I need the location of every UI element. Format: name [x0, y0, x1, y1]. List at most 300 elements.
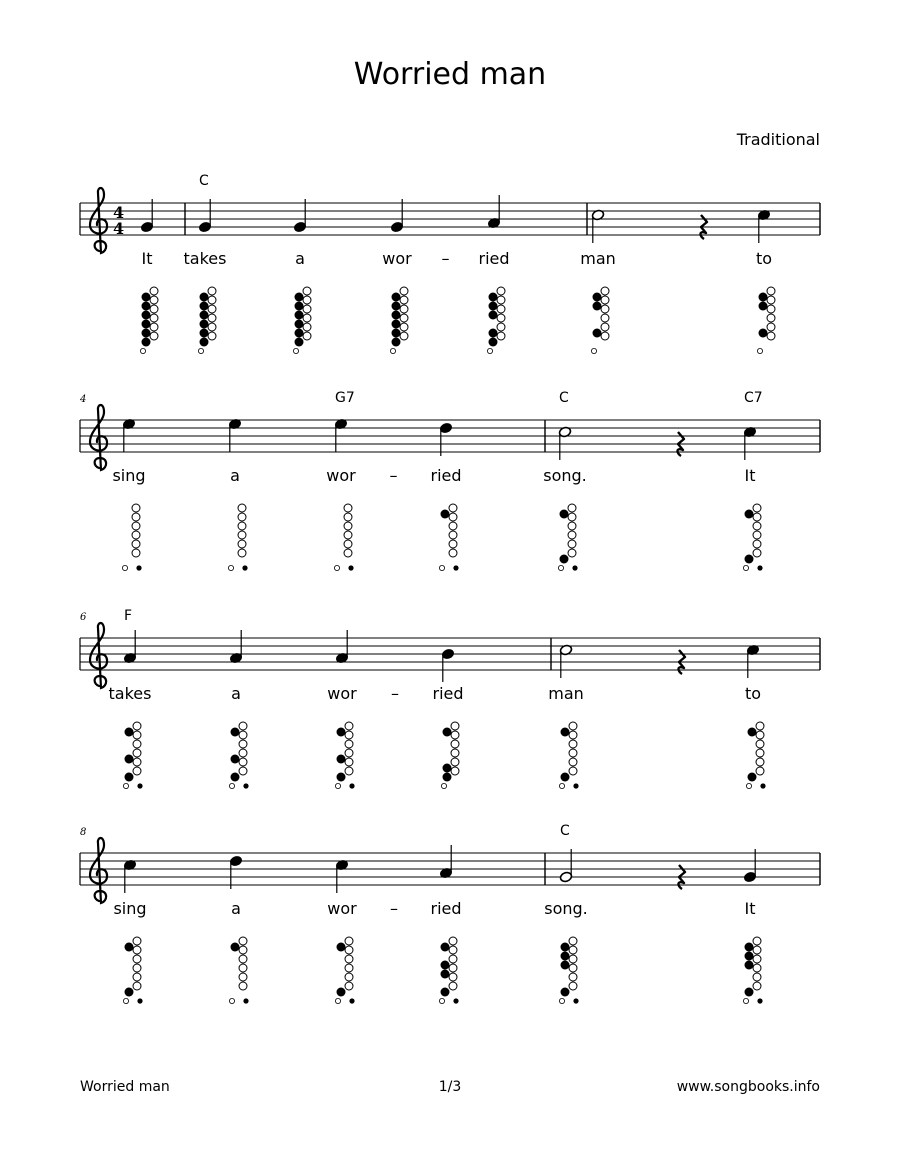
chord-symbol: C — [560, 823, 570, 839]
recorder-hole-open — [569, 946, 577, 954]
recorder-hole-open — [449, 973, 457, 981]
recorder-hole-open — [449, 549, 457, 557]
lyric-syllable: to — [744, 684, 762, 703]
lyric-syllable: song. — [543, 466, 587, 485]
recorder-fingering-chart — [746, 722, 765, 789]
recorder-hole-open — [449, 531, 457, 539]
recorder-hole-open — [150, 305, 158, 313]
time-signature-top: 4 — [113, 203, 125, 222]
recorder-double-hole-closed — [572, 565, 577, 570]
footer-website: www.songbooks.info — [676, 1079, 820, 1095]
recorder-hole-open — [753, 513, 761, 521]
recorder-hole-open — [133, 731, 141, 739]
footer-title: Worried man — [80, 1079, 170, 1095]
recorder-fingering-chart — [228, 504, 247, 571]
recorder-hole-closed — [441, 970, 450, 979]
recorder-hole-open — [303, 314, 311, 322]
recorder-hole-open — [208, 332, 216, 340]
recorder-hole-open — [767, 296, 775, 304]
recorder-hole-closed — [231, 728, 240, 737]
recorder-fingering-chart — [441, 722, 459, 789]
recorder-hole-closed — [392, 302, 401, 311]
recorder-hole-closed — [593, 329, 602, 338]
recorder-hole-open — [449, 964, 457, 972]
recorder-hole-closed — [560, 555, 569, 564]
treble-clef-icon — [90, 623, 107, 688]
recorder-hole-open — [569, 937, 577, 945]
recorder-double-hole-closed — [573, 783, 578, 788]
recorder-hole-open — [449, 937, 457, 945]
recorder-hole-open — [133, 955, 141, 963]
recorder-hole-open — [753, 531, 761, 539]
recorder-fingering-chart — [198, 287, 216, 354]
recorder-hole-open — [345, 749, 353, 757]
recorder-hole-open — [345, 973, 353, 981]
recorder-hole-open — [345, 946, 353, 954]
recorder-fingering-chart — [558, 504, 577, 571]
recorder-fingering-chart — [123, 722, 142, 789]
recorder-hole-open — [569, 758, 577, 766]
recorder-hole-closed — [337, 773, 346, 782]
recorder-hole-closed — [489, 302, 498, 311]
recorder-hole-open — [756, 749, 764, 757]
recorder-hole-closed — [759, 329, 768, 338]
recorder-thumb-open — [140, 348, 145, 353]
recorder-hole-closed — [745, 961, 754, 970]
recorder-double-hole-closed — [348, 565, 353, 570]
recorder-hole-open — [344, 522, 352, 530]
lyric-syllable: ried — [430, 899, 462, 918]
recorder-hole-open — [303, 296, 311, 304]
recorder-hole-open — [451, 731, 459, 739]
recorder-hole-open — [208, 305, 216, 313]
treble-clef-icon — [90, 405, 107, 470]
lyric-syllable: a — [231, 899, 241, 918]
recorder-hole-open — [133, 722, 141, 730]
recorder-hole-closed — [142, 311, 151, 320]
lyric-syllable: wor — [382, 249, 412, 268]
recorder-hole-closed — [561, 961, 570, 970]
recorder-hole-closed — [295, 329, 304, 338]
recorder-hole-closed — [745, 510, 754, 519]
recorder-hole-open — [239, 740, 247, 748]
recorder-hole-closed — [200, 329, 209, 338]
recorder-thumb-open — [335, 783, 340, 788]
recorder-hole-open — [568, 513, 576, 521]
lyric-syllable: man — [548, 684, 584, 703]
recorder-hole-open — [132, 513, 140, 521]
chord-symbol: G7 — [335, 390, 355, 406]
recorder-double-hole-closed — [573, 998, 578, 1003]
recorder-hole-open — [756, 758, 764, 766]
recorder-thumb-open — [229, 998, 234, 1003]
recorder-hole-closed — [561, 988, 570, 997]
recorder-hole-open — [133, 937, 141, 945]
recorder-hole-open — [150, 296, 158, 304]
recorder-hole-open — [756, 767, 764, 775]
recorder-hole-open — [569, 767, 577, 775]
recorder-hole-open — [303, 323, 311, 331]
recorder-thumb-open — [439, 565, 444, 570]
recorder-hole-closed — [200, 320, 209, 329]
recorder-hole-open — [239, 946, 247, 954]
recorder-thumb-open — [229, 783, 234, 788]
recorder-hole-open — [132, 522, 140, 530]
recorder-hole-open — [497, 296, 505, 304]
recorder-hole-closed — [443, 764, 452, 773]
recorder-thumb-open — [123, 998, 128, 1003]
recorder-thumb-open — [122, 565, 127, 570]
recorder-hole-open — [150, 314, 158, 322]
recorder-hole-open — [753, 540, 761, 548]
recorder-hole-open — [753, 973, 761, 981]
recorder-hole-closed — [745, 988, 754, 997]
lyric-hyphen: – — [390, 899, 398, 918]
recorder-hole-open — [449, 982, 457, 990]
recorder-hole-closed — [489, 338, 498, 347]
time-signature-bottom: 4 — [113, 219, 125, 238]
recorder-fingering-chart — [743, 937, 762, 1004]
recorder-hole-open — [449, 504, 457, 512]
recorder-double-hole-closed — [453, 998, 458, 1003]
recorder-hole-closed — [441, 988, 450, 997]
music-system — [80, 173, 820, 354]
recorder-hole-closed — [200, 311, 209, 320]
recorder-hole-open — [133, 982, 141, 990]
recorder-hole-open — [344, 504, 352, 512]
lyric-syllable: It — [744, 899, 756, 918]
song-title: Worried man — [353, 57, 547, 92]
recorder-hole-open — [303, 287, 311, 295]
recorder-hole-open — [569, 973, 577, 981]
recorder-hole-open — [756, 722, 764, 730]
recorder-hole-open — [497, 305, 505, 313]
recorder-hole-open — [767, 323, 775, 331]
recorder-hole-open — [451, 740, 459, 748]
lyric-syllable: to — [755, 249, 773, 268]
recorder-hole-closed — [142, 338, 151, 347]
recorder-hole-closed — [142, 302, 151, 311]
recorder-hole-open — [133, 767, 141, 775]
recorder-hole-closed — [295, 293, 304, 302]
recorder-hole-open — [449, 540, 457, 548]
recorder-hole-open — [132, 504, 140, 512]
lyric-syllable: It — [744, 466, 756, 485]
recorder-hole-closed — [295, 302, 304, 311]
recorder-hole-open — [239, 955, 247, 963]
recorder-hole-open — [756, 731, 764, 739]
recorder-fingering-chart — [390, 287, 408, 354]
recorder-hole-open — [133, 740, 141, 748]
recorder-hole-open — [753, 964, 761, 972]
recorder-hole-closed — [441, 510, 450, 519]
recorder-fingering-chart — [757, 287, 775, 354]
lyric-syllable: wor — [327, 899, 357, 918]
recorder-hole-open — [208, 296, 216, 304]
lyric-syllable: a — [230, 466, 240, 485]
chord-symbol: C — [199, 173, 209, 189]
recorder-hole-open — [133, 964, 141, 972]
lyric-syllable: takes — [183, 249, 227, 268]
recorder-thumb-open — [228, 565, 233, 570]
recorder-hole-closed — [200, 338, 209, 347]
recorder-hole-open — [208, 314, 216, 322]
recorder-hole-closed — [295, 320, 304, 329]
recorder-hole-closed — [759, 293, 768, 302]
recorder-thumb-open — [293, 348, 298, 353]
recorder-thumb-open — [487, 348, 492, 353]
recorder-thumb-open — [559, 783, 564, 788]
recorder-hole-closed — [392, 338, 401, 347]
recorder-hole-open — [132, 540, 140, 548]
recorder-hole-open — [345, 767, 353, 775]
recorder-double-hole-closed — [243, 998, 248, 1003]
recorder-fingering-chart — [559, 722, 578, 789]
recorder-hole-open — [345, 740, 353, 748]
music-system — [79, 390, 820, 571]
recorder-hole-closed — [489, 293, 498, 302]
recorder-hole-open — [753, 946, 761, 954]
recorder-hole-open — [568, 531, 576, 539]
lyric-syllable: ried — [478, 249, 510, 268]
recorder-hole-closed — [593, 293, 602, 302]
recorder-hole-open — [767, 287, 775, 295]
recorder-hole-open — [568, 504, 576, 512]
recorder-hole-open — [753, 504, 761, 512]
recorder-hole-closed — [561, 943, 570, 952]
recorder-hole-open — [400, 314, 408, 322]
recorder-thumb-open — [558, 565, 563, 570]
recorder-hole-closed — [200, 293, 209, 302]
recorder-hole-open — [601, 305, 609, 313]
recorder-hole-closed — [125, 943, 134, 952]
music-system — [80, 608, 820, 789]
recorder-hole-open — [345, 964, 353, 972]
recorder-thumb-open — [746, 783, 751, 788]
recorder-hole-open — [238, 522, 246, 530]
recorder-hole-open — [753, 522, 761, 530]
recorder-hole-closed — [443, 773, 452, 782]
recorder-hole-open — [753, 955, 761, 963]
recorder-thumb-open — [390, 348, 395, 353]
recorder-hole-open — [239, 749, 247, 757]
recorder-double-hole-closed — [757, 998, 762, 1003]
recorder-fingering-chart — [229, 722, 248, 789]
recorder-hole-open — [239, 964, 247, 972]
recorder-hole-closed — [231, 755, 240, 764]
recorder-hole-open — [767, 305, 775, 313]
recorder-hole-open — [239, 731, 247, 739]
recorder-hole-open — [239, 982, 247, 990]
recorder-hole-closed — [759, 302, 768, 311]
recorder-hole-open — [208, 323, 216, 331]
recorder-hole-closed — [142, 329, 151, 338]
recorder-hole-open — [345, 722, 353, 730]
recorder-hole-closed — [560, 510, 569, 519]
recorder-hole-closed — [392, 329, 401, 338]
recorder-hole-closed — [561, 728, 570, 737]
recorder-hole-open — [303, 332, 311, 340]
recorder-hole-open — [133, 749, 141, 757]
recorder-thumb-open — [743, 998, 748, 1003]
recorder-hole-open — [239, 758, 247, 766]
recorder-hole-open — [345, 955, 353, 963]
lyric-syllable: sing — [112, 466, 146, 485]
recorder-hole-open — [303, 305, 311, 313]
recorder-hole-open — [569, 731, 577, 739]
recorder-hole-closed — [441, 961, 450, 970]
recorder-hole-closed — [392, 293, 401, 302]
recorder-hole-open — [568, 522, 576, 530]
chord-symbol: F — [124, 608, 133, 624]
recorder-fingering-chart — [335, 722, 354, 789]
recorder-hole-open — [133, 973, 141, 981]
lyric-hyphen: – — [441, 249, 450, 268]
recorder-hole-open — [497, 314, 505, 322]
recorder-thumb-open — [441, 783, 446, 788]
recorder-hole-closed — [125, 755, 134, 764]
recorder-hole-closed — [443, 728, 452, 737]
recorder-fingering-chart — [335, 937, 354, 1004]
recorder-fingering-chart — [439, 937, 458, 1004]
recorder-hole-open — [497, 323, 505, 331]
recorder-thumb-open — [439, 998, 444, 1003]
recorder-hole-open — [569, 749, 577, 757]
recorder-hole-open — [133, 946, 141, 954]
recorder-hole-closed — [745, 943, 754, 952]
recorder-hole-open — [208, 287, 216, 295]
lyric-syllable: sing — [113, 899, 147, 918]
recorder-hole-open — [239, 722, 247, 730]
recorder-hole-open — [132, 549, 140, 557]
recorder-hole-open — [568, 549, 576, 557]
recorder-hole-open — [344, 513, 352, 521]
recorder-fingering-chart — [487, 287, 505, 354]
recorder-hole-closed — [125, 773, 134, 782]
recorder-hole-open — [451, 767, 459, 775]
recorder-hole-open — [344, 549, 352, 557]
recorder-hole-open — [150, 332, 158, 340]
recorder-thumb-open — [123, 783, 128, 788]
recorder-thumb-open — [559, 998, 564, 1003]
recorder-thumb-open — [198, 348, 203, 353]
recorder-hole-closed — [142, 320, 151, 329]
recorder-hole-open — [238, 504, 246, 512]
recorder-hole-open — [345, 937, 353, 945]
recorder-hole-open — [344, 540, 352, 548]
recorder-hole-open — [569, 955, 577, 963]
recorder-double-hole-closed — [243, 783, 248, 788]
recorder-hole-open — [345, 758, 353, 766]
recorder-double-hole-closed — [760, 783, 765, 788]
recorder-hole-closed — [748, 728, 757, 737]
recorder-hole-open — [753, 549, 761, 557]
recorder-hole-open — [451, 758, 459, 766]
recorder-hole-open — [400, 296, 408, 304]
recorder-double-hole-closed — [137, 998, 142, 1003]
recorder-fingering-chart — [293, 287, 311, 354]
recorder-thumb-open — [334, 565, 339, 570]
recorder-fingering-chart — [559, 937, 578, 1004]
recorder-hole-open — [449, 946, 457, 954]
recorder-hole-open — [601, 287, 609, 295]
recorder-hole-closed — [561, 952, 570, 961]
recorder-hole-open — [601, 314, 609, 322]
recorder-hole-closed — [125, 728, 134, 737]
recorder-hole-open — [239, 767, 247, 775]
treble-clef-icon — [90, 838, 107, 903]
recorder-hole-closed — [748, 773, 757, 782]
recorder-hole-open — [569, 982, 577, 990]
recorder-hole-open — [449, 513, 457, 521]
recorder-fingering-chart — [123, 937, 142, 1004]
lyric-syllable: It — [141, 249, 153, 268]
recorder-hole-open — [569, 740, 577, 748]
composer-credit: Traditional — [736, 130, 820, 149]
recorder-double-hole-closed — [242, 565, 247, 570]
recorder-double-hole-closed — [136, 565, 141, 570]
recorder-hole-closed — [231, 943, 240, 952]
recorder-hole-open — [753, 982, 761, 990]
recorder-hole-open — [569, 964, 577, 972]
recorder-hole-open — [451, 749, 459, 757]
recorder-hole-closed — [337, 943, 346, 952]
recorder-hole-open — [451, 722, 459, 730]
recorder-hole-open — [400, 305, 408, 313]
recorder-hole-closed — [593, 302, 602, 311]
recorder-hole-open — [238, 549, 246, 557]
footer-page-number: 1/3 — [438, 1079, 462, 1095]
measure-number: 6 — [80, 612, 87, 623]
recorder-fingering-chart — [591, 287, 609, 354]
recorder-hole-open — [449, 955, 457, 963]
lyric-hyphen: – — [391, 684, 399, 703]
recorder-hole-closed — [392, 320, 401, 329]
measure-number: 8 — [80, 827, 87, 838]
recorder-hole-open — [150, 323, 158, 331]
recorder-hole-closed — [489, 311, 498, 320]
lyric-hyphen: – — [389, 466, 398, 485]
recorder-hole-closed — [337, 988, 346, 997]
recorder-hole-open — [449, 522, 457, 530]
recorder-double-hole-closed — [453, 565, 458, 570]
recorder-hole-open — [345, 731, 353, 739]
recorder-hole-open — [601, 323, 609, 331]
recorder-fingering-chart — [334, 504, 353, 571]
recorder-hole-open — [400, 332, 408, 340]
music-system — [80, 823, 820, 1004]
recorder-hole-open — [345, 982, 353, 990]
lyric-syllable: wor — [327, 684, 357, 703]
recorder-hole-open — [344, 531, 352, 539]
recorder-hole-closed — [337, 755, 346, 764]
recorder-fingering-chart — [743, 504, 762, 571]
recorder-hole-closed — [337, 728, 346, 737]
chord-symbol: C7 — [744, 390, 763, 406]
chord-symbol: C — [559, 390, 569, 406]
recorder-hole-open — [132, 531, 140, 539]
lyric-syllable: takes — [108, 684, 152, 703]
recorder-hole-open — [239, 973, 247, 981]
recorder-hole-open — [239, 937, 247, 945]
recorder-hole-open — [756, 740, 764, 748]
recorder-thumb-open — [591, 348, 596, 353]
lyric-syllable: man — [580, 249, 616, 268]
recorder-hole-open — [497, 332, 505, 340]
recorder-hole-closed — [561, 773, 570, 782]
recorder-hole-closed — [295, 311, 304, 320]
recorder-hole-open — [569, 722, 577, 730]
